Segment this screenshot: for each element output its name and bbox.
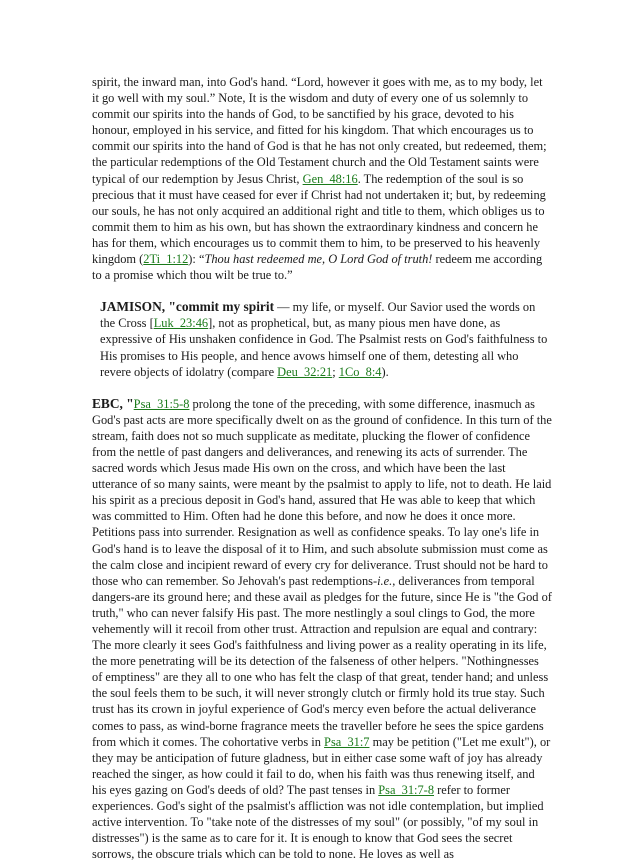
italic-abbreviation: i.e. (377, 573, 393, 588)
paragraph-text: . The redemption of the soul is so precious that it must have ceased for ever if Christ had not undertaken it; but, by redeeming our souls, he has not only acquired an additional right and title to them, which obliges us to commit them to him as his own, but has shown the extraordinary kindness and concern he has for them, which encourages us to commit them to him, to be preserved to his heavenly kingdom ( (92, 171, 546, 267)
paragraph-text: refer to former experiences. God's sight of the psalmist's affliction was not idle contemplation, but implied active intervention. To "take note of the distresses of my soul" (or possibly, "of my soul in distresses") is the same as to care for it. It is enough to know that God sees the secret sorrows, the obscure trials which can be told to none. He loves as well as (92, 782, 544, 862)
paragraph-spacer (92, 283, 552, 299)
scripture-link-psa-31-7-8[interactable]: Psa_31:7-8 (378, 782, 435, 797)
paragraph-text: ): “ (188, 252, 205, 267)
paragraph-text: spirit, the inward man, into God's hand. “Lord, however it goes with me, as to my body, let it go well with my soul.” Note, It is the wisdom and duty of every one of us solemnly to commit our spirits into the hands of God, to be sanctified by his grace, devoted to his honour, employed in his service, and fitted for his kingdom. That which encourages us to commit our spirits into the hand of God is that he has not only created, but redeemed, them; the particular redemptions of the Old Testament church and the Old Testament saints were typical of our redemption by Jesus Christ, (92, 75, 547, 186)
scripture-link-psa-31-5-8[interactable]: Psa_31:5-8 (133, 396, 190, 411)
paragraph-text: — my life, or myself. Our Savior used the words on the Cross [ (100, 300, 536, 331)
scripture-link-2ti-1-12[interactable]: 2Ti_1:12 (143, 252, 189, 267)
commentator-heading: EBC, " (92, 395, 134, 411)
scripture-link-luk-23-46[interactable]: Luk_23:46 (153, 316, 209, 331)
document-body (92, 74, 552, 862)
scripture-link-1co-8-4[interactable]: 1Co_8:4 (338, 364, 382, 379)
paragraph-text: redeem me according to a promise which thou wilt be true to.” (92, 252, 543, 283)
paragraph-spacer (92, 380, 552, 396)
henry-commentary-paragraph (92, 74, 552, 283)
paragraph-text: may be petition ("Let me exult"), or they may be anticipation of future gladness, but in either case some waft of joy has already reached the singer, as how could it fail to do, when his faith was thus renewing itself, and his eyes gazing on God's deeds of old? The past tenses in (92, 734, 551, 797)
paragraph-text: , deliverances from temporal dangers-are its ground here; and these avail as pledges for the future, since He is "the God of truth," who can never falsify His past. The more nestlingly a soul clings to God, the more vehemently will it recoil from other trust. Attraction and repulsion are equal and contrary: The more clearly it sees God's faithfulness and living power as a reality operating in its life, the more penetrating will be its detection of the falseness of other helpers. "Nothingnesses of emptiness" are they all to one who has felt the clasp of that great, tender hand; and unless the soul feels them to be such, it will never strongly clutch or firmly hold its true stay. Such trust has its crown in joyful experience of God's mercy even before the actual deliverance comes to pass, as wind-borne fragrance meets the traveller before he sees the spice gardens from which it comes. The cohortative verbs in (92, 573, 552, 749)
italic-quote: Thou hast redeemed me, O Lord God of truth! (204, 252, 433, 267)
ebc-commentary-paragraph (92, 396, 552, 862)
paragraph-text: prolong the tone of the preceding, with some difference, inasmuch as God's past acts are more specifically dwelt on as the ground of confidence. In this turn of the stream, faith does not so much supplicate as meditate, plucking the flower of confidence from the nettle of past dangers and deliverances, and renewing its acts of surrender. The sacred words which Jesus made His own on the cross, and which have been the last utterance of so many saints, were meant by the psalmist to apply to life, not to death. He laid his spirit as a precious deposit in God's hand, assured that He was able to keep that which was committed to Him. Often had he done this before, and now he does it once more. Petitions pass into surrender. Resignation as well as confidence speaks. To lay one's life in God's hand is to leave the disposal of it to Him, and such absolute submission must come as the calm close and incipient reward of every cry for deliverance. Trust should not be hard to those who can remember. So Jehovah's past redemptions- (92, 396, 552, 588)
scripture-link-deu-32-21[interactable]: Deu_32:21 (277, 364, 333, 379)
jamison-commentary-paragraph (92, 299, 552, 379)
scripture-link-psa-31-7[interactable]: Psa_31:7 (324, 734, 370, 749)
scripture-link-gen-48-16[interactable]: Gen_48:16 (302, 171, 358, 186)
paragraph-text: ). (381, 364, 389, 379)
commentator-heading: JAMISON, "commit my spirit (100, 299, 275, 315)
paragraph-text: ; (332, 364, 339, 379)
paragraph-text: ], not as prophetical, but, as many pious men have done, as expressive of His unshaken confidence in God. The Psalmist rests on God's faithfulness to His promises to His people, and hence avows himself one of them, detesting all who revere objects of idolatry (compare (100, 316, 548, 379)
